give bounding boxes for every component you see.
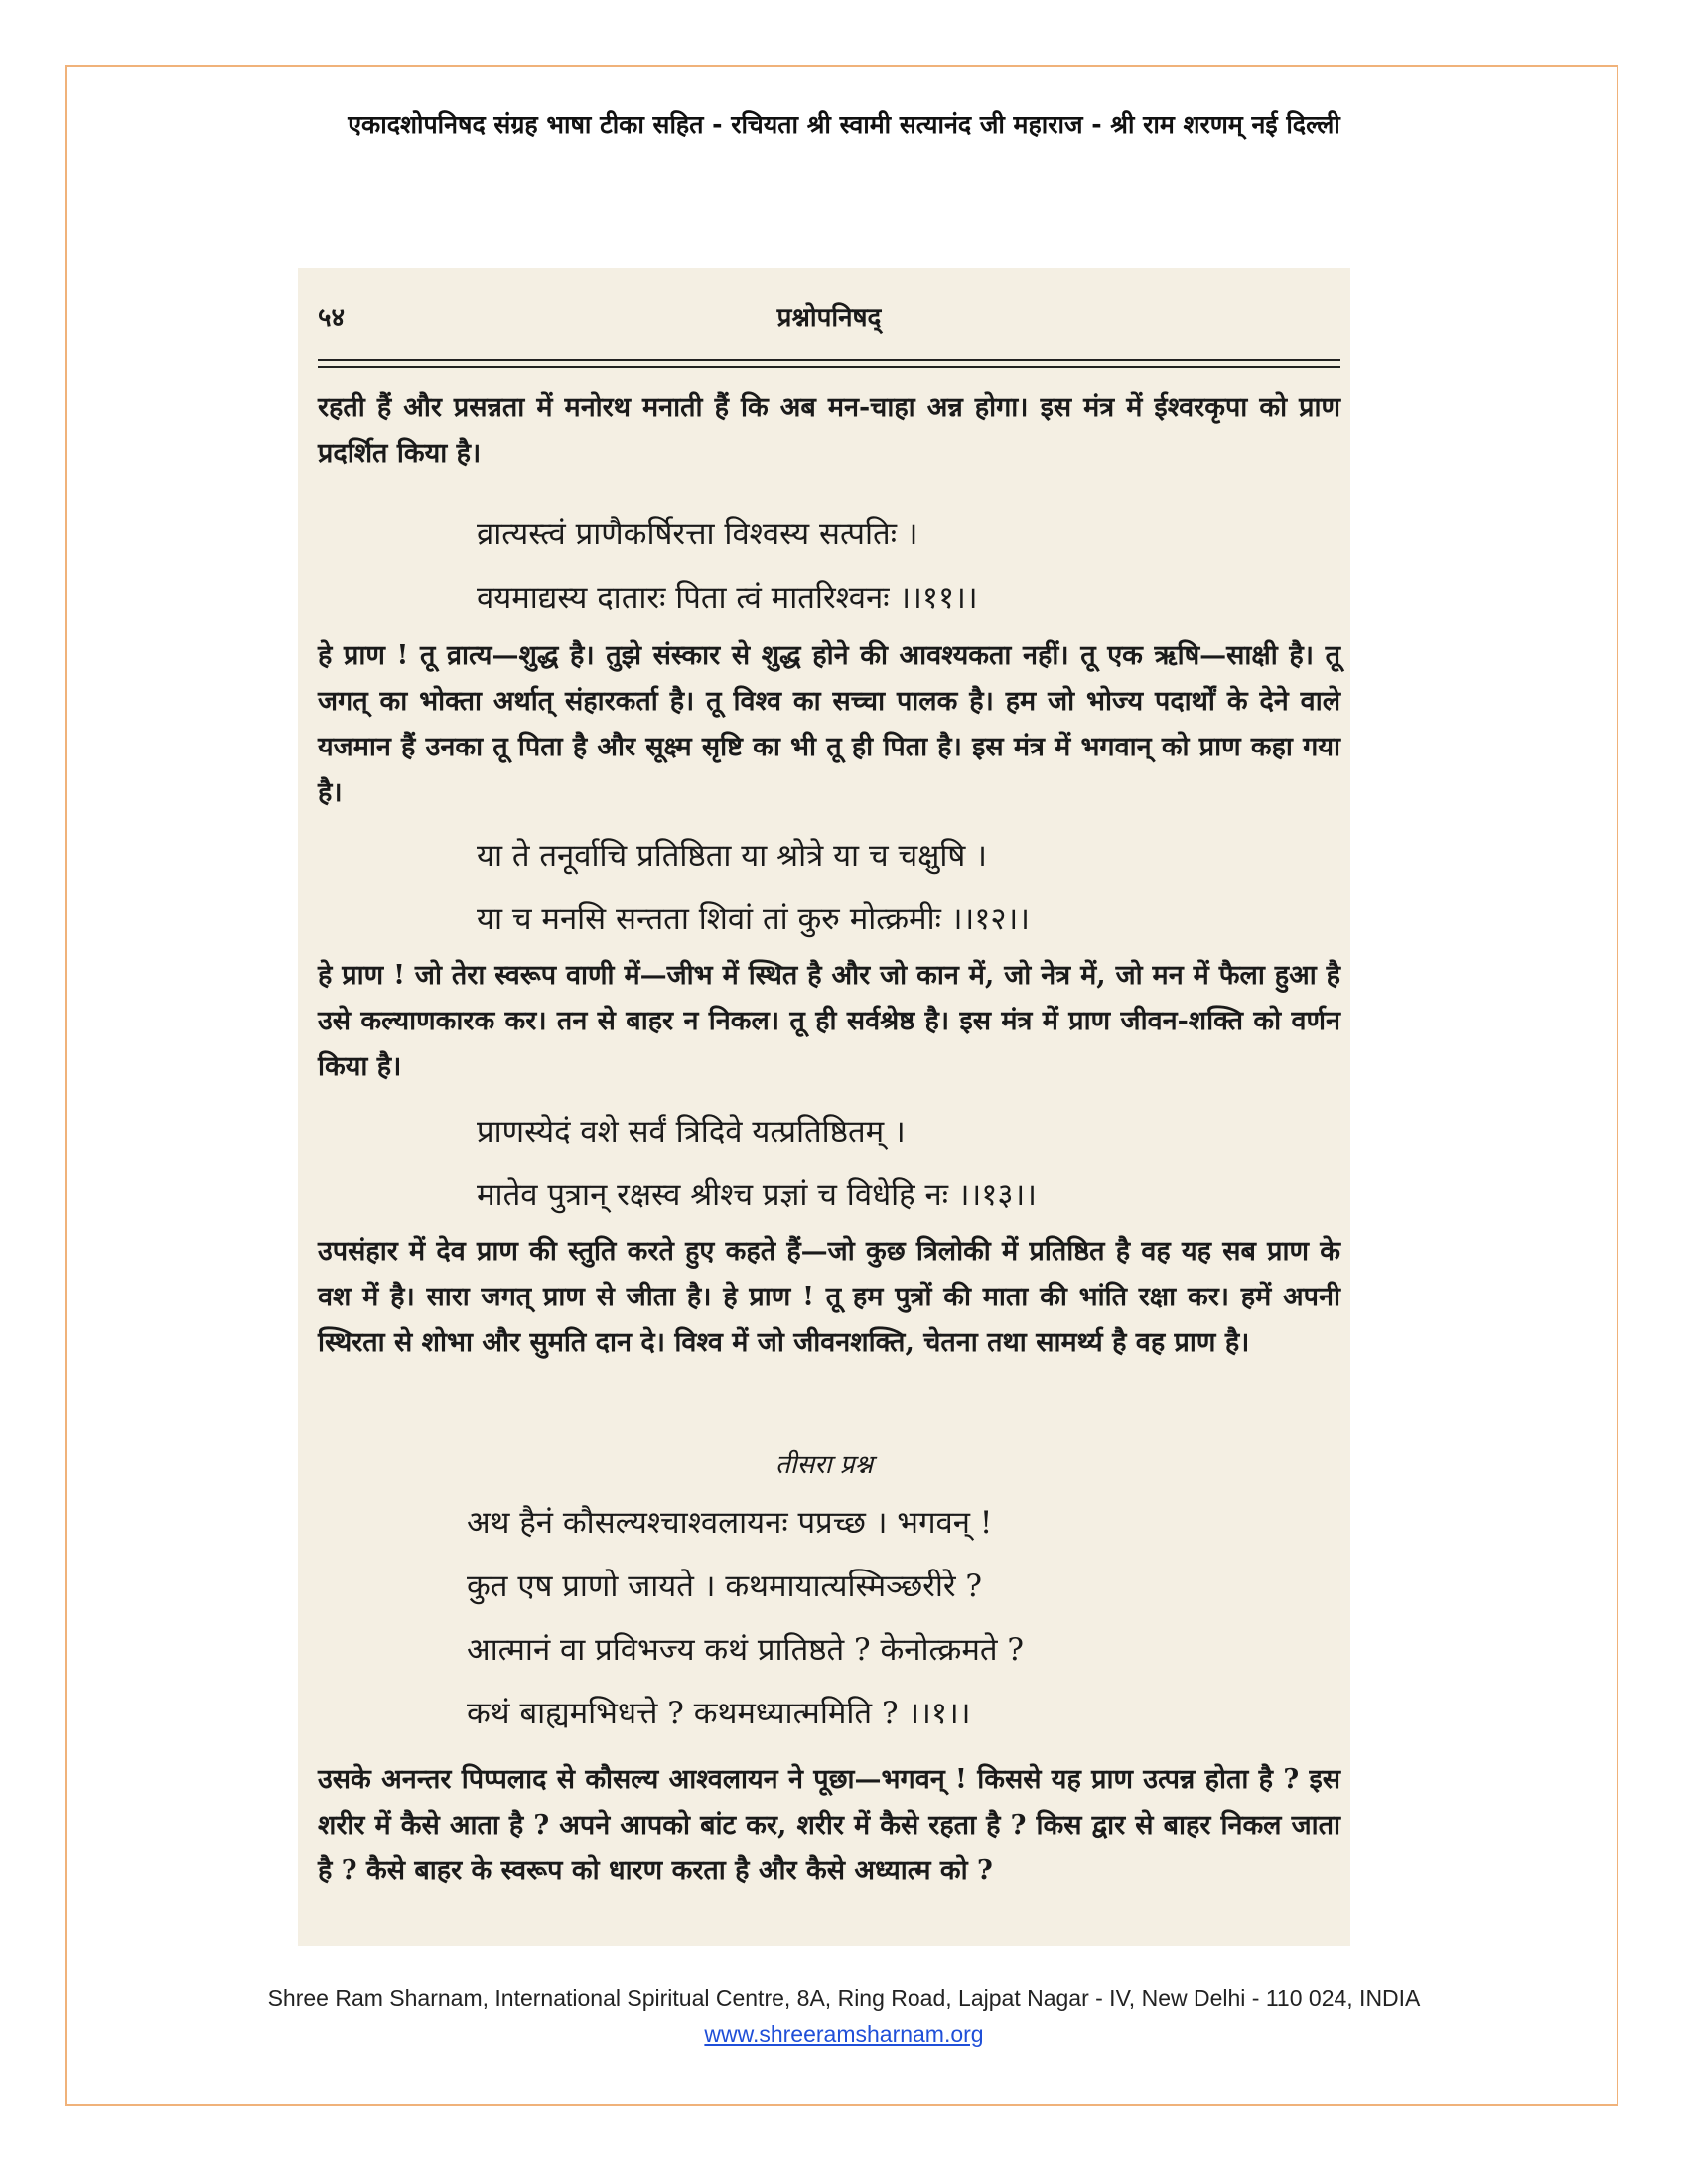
- verse-line: कुत एष प्राणो जायते । कथमायात्यस्मिञ्छरीरे ?: [467, 1569, 983, 1604]
- verse-line: आत्मानं वा प्रविभज्य कथं प्रातिष्ठते ? केनोत्क्रमते ?: [467, 1632, 1025, 1668]
- paragraph-commentary-12: हे प्राण ! जो तेरा स्वरूप वाणी में—जीभ में स्थित है और जो कान में, जो नेत्र में, जो मन में फैला हुआ है उसे कल्याणकारक कर। तन से बाहर न निकल। तू ही सर्वश्रेष्ठ है। इस मंत्र में प्राण जीवन-शक्ति को वर्णन किया है।: [318, 960, 1340, 1082]
- scanned-page: [298, 268, 1350, 1946]
- section-title: तीसरा प्रश्न: [775, 1450, 873, 1480]
- verse-q3-1: [467, 1491, 1340, 1745]
- running-title: प्रश्नोपनिषद्: [776, 303, 882, 333]
- verse-11: [477, 502, 1340, 629]
- paragraph-intro: रहती हैं और प्रसन्नता में मनोरथ मनाती हैं कि अब मन-चाहा अन्न होगा। इस मंत्र में ईश्वरकृपा को प्राण प्रदर्शित किया है।: [318, 392, 1340, 469]
- page-number: ५४: [318, 303, 346, 333]
- paragraph-commentary-13: उपसंहार में देव प्राण की स्तुति करते हुए कहते हैं—जो कुछ त्रिलोकी में प्रतिष्ठित है वह यह सब प्राण के वश में है। सारा जगत् प्राण से जीता है। हे प्राण ! तू हम पुत्रों की माता की भांति रक्षा कर। हमें अपनी स्थिरता से शोभा और सुमति दान दे। विश्व में जो जीवनशक्ति, चेतना तथा सामर्थ्य है वह प्राण है।: [318, 1236, 1340, 1358]
- verse-line: मातेव पुत्रान् रक्षस्व श्रीश्च प्रज्ञां च विधेहि नः ।।१३।।: [477, 1177, 1038, 1213]
- header-rule-double: [318, 366, 1340, 368]
- header-rule: [318, 359, 1340, 361]
- scan-header: [318, 298, 1340, 338]
- verse-line: व्रात्यस्त्वं प्राणैकर्षिरत्ता विश्वस्य सत्पतिः ।: [477, 516, 918, 552]
- footer-address: Shree Ram Sharnam, International Spiritual Centre, 8A, Ring Road, Lajpat Nagar - IV, New Delhi - 110 024, INDIA: [267, 1985, 1421, 2011]
- footer-website: [0, 2021, 1688, 2048]
- verse-line: कथं बाह्यमभिधत्ते ? कथमध्यात्ममिति ? ।।१।।: [467, 1696, 971, 1731]
- verse-12: [477, 824, 1340, 951]
- verse-line: या ते तनूर्वाचि प्रतिष्ठिता या श्रोत्रे या च चक्षुषि ।: [477, 838, 987, 874]
- verse-line: अथ हैनं कौसल्यश्चाश्वलायनः पप्रच्छ । भगवन् !: [467, 1505, 993, 1541]
- website-link[interactable]: www.shreeramsharnam.org: [704, 2021, 984, 2047]
- verse-13: [477, 1100, 1340, 1227]
- paragraph-commentary-q3: उसके अनन्तर पिप्पलाद से कौसल्य आश्वलायन ने पूछा—भगवन् ! किससे यह प्राण उत्पन्न होता है ? इस शरीर में कैसे आता है ? अपने आपको बांट कर, शरीर में कैसे रहता है ? किस द्वार से बाहर निकल जाता है ? कैसे बाहर के स्वरूप को धारण करता है और कैसे अध्यात्म को ?: [318, 1764, 1340, 1886]
- paragraph-commentary-11: हे प्राण ! तू व्रात्य—शुद्ध है। तुझे संस्कार से शुद्ध होने की आवश्यकता नहीं। तू एक ऋषि—साक्षी है। तू जगत् का भोक्ता अर्थात् संहारकर्ता है। तू विश्व का सच्चा पालक है। हम जो भोज्य पदार्थों के देने वाले यजमान हैं उनका तू पिता है और सूक्ष्म सृष्टि का भी तू ही पिता है। इस मंत्र में भगवान् को प्राण कहा गया है।: [318, 640, 1340, 808]
- verse-line: प्राणस्येदं वशे सर्वं त्रिदिवे यत्प्रतिष्ठितम् ।: [477, 1114, 906, 1150]
- verse-line: वयमाद्यस्य दातारः पिता त्वं मातरिश्वनः ।।११।।: [477, 580, 978, 615]
- verse-line: या च मनसि सन्तता शिवां तां कुरु मोत्क्रमीः ।।१२।।: [477, 901, 1030, 937]
- document-header: एकादशोपनिषद संग्रह भाषा टीका सहित - रचियता श्री स्वामी सत्यानंद जी महाराज - श्री राम शरणम् नई दिल्ली: [348, 110, 1340, 139]
